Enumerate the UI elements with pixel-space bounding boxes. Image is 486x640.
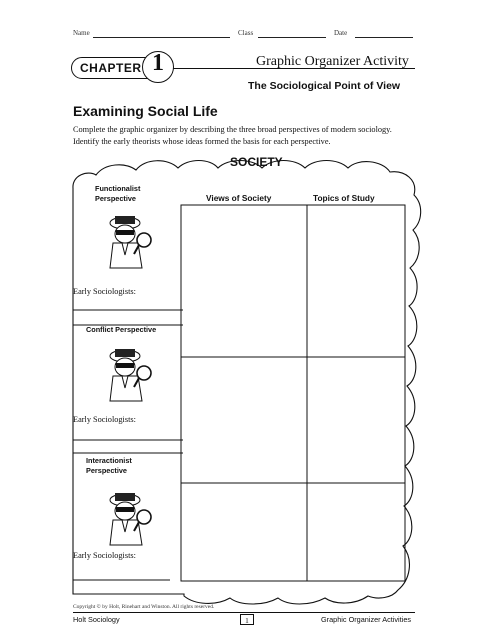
functionalist-perspective-title: Functionalist Perspective: [95, 184, 141, 203]
date-label: Date: [334, 29, 348, 37]
column-topics-of-study: Topics of Study: [313, 193, 375, 203]
chapter-number: 1: [152, 50, 164, 76]
early-sociologists-label-1: Early Sociologists:: [73, 287, 136, 296]
society-heading: SOCIETY: [230, 155, 283, 169]
page-number: 1: [240, 614, 254, 625]
copyright: Copyright © by Holt, Rinehart and Winston. All rights reserved.: [73, 604, 215, 610]
early-sociologists-label-3: Early Sociologists:: [73, 551, 136, 560]
section-title: Examining Social Life: [73, 103, 218, 119]
interactionist-perspective-title: Interactionist Perspective: [86, 456, 132, 475]
activity-title: Graphic Organizer Activity: [256, 54, 409, 69]
detective-magnifier-icon: [110, 216, 151, 268]
views-topics-grid: [181, 205, 405, 581]
footer-rule: [73, 612, 415, 613]
column-views-of-society: Views of Society: [206, 193, 272, 203]
detective-magnifier-icon: [110, 493, 151, 545]
conflict-perspective-title: Conflict Perspective: [86, 325, 157, 334]
book-title: Holt Sociology: [73, 615, 120, 624]
detective-magnifier-icon: [110, 349, 151, 401]
name-label: Name: [73, 29, 90, 37]
early-sociologists-label-2: Early Sociologists:: [73, 415, 136, 424]
instructions: Complete the graphic organizer by describing the three broad perspectives of modern sociology. Identify the early theorists whose ideas formed the basis for each perspective.: [73, 125, 392, 146]
chapter-label: CHAPTER: [80, 61, 142, 75]
series-title: Graphic Organizer Activities: [321, 615, 412, 624]
class-label: Class: [238, 29, 254, 37]
subtitle: The Sociological Point of View: [248, 80, 401, 92]
